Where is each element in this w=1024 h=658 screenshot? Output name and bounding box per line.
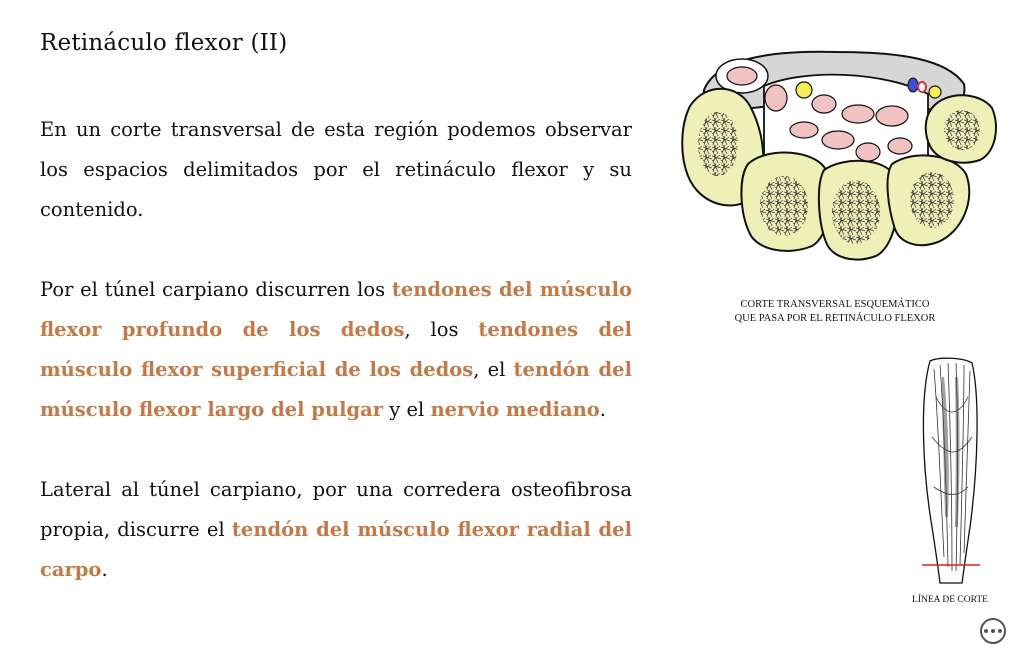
- text-segment: , los: [404, 318, 479, 341]
- text-segment: Por el túnel carpiano discurren los: [40, 278, 392, 301]
- text-segment: y el: [383, 398, 431, 421]
- body-text: [40, 110, 632, 630]
- tendon: [812, 95, 836, 113]
- cross-section-caption-line2: QUE PASA POR EL RETINÁCULO FLEXOR: [734, 313, 936, 324]
- more-options-button[interactable]: [980, 618, 1006, 644]
- tendon: [876, 106, 908, 126]
- text-segment: En un corte transversal de esta región podemos observar los espacios delimitados por el retináculo flexor y su contenido.: [40, 118, 632, 221]
- cross-section-caption: [700, 298, 970, 326]
- ellipsis-circle-icon: [984, 629, 988, 633]
- highlighted-term: nervio mediano: [430, 398, 600, 421]
- text-segment: Lateral al túnel carpiano, por una corredera osteofibrosa propia, discurre el: [40, 478, 632, 541]
- ellipsis-dot: [991, 629, 995, 633]
- cut-line-caption: LÍNEA DE CORTE: [912, 595, 988, 605]
- text-segment: , el: [473, 358, 514, 381]
- paragraph-carpal-tunnel: [40, 270, 632, 430]
- paragraph-lateral: [40, 470, 632, 590]
- ulnar-artery: [918, 82, 926, 92]
- tendon: [822, 131, 854, 149]
- ulnar-nerve: [929, 86, 941, 98]
- highlighted-term: tendones del músculo flexor profundo de los dedos: [40, 278, 632, 341]
- highlighted-term: tendón del músculo flexor largo del pulgar: [40, 358, 633, 421]
- cross-section-caption-line1: CORTE TRANSVERSAL ESQUEMÁTICO: [740, 299, 930, 310]
- ellipsis-dot: [998, 629, 1002, 633]
- paragraph-intro: [40, 110, 632, 230]
- highlighted-term: tendón del músculo flexor radial del carpo: [40, 518, 632, 581]
- cross-section-illustration: [676, 46, 998, 276]
- text-segment: .: [101, 558, 108, 581]
- tendon: [790, 122, 818, 138]
- tendon-fcr: [727, 67, 757, 85]
- tendon: [842, 105, 874, 123]
- tendon-fpl: [765, 85, 787, 111]
- ulnar-vessel: [908, 78, 918, 92]
- page-title: Retináculo flexor (II): [40, 30, 288, 56]
- tendon: [856, 143, 880, 161]
- text-segment: .: [599, 398, 606, 421]
- tendon: [888, 138, 912, 154]
- highlighted-term: tendones del músculo flexor superficial de los dedos: [40, 318, 632, 381]
- median-nerve: [796, 82, 812, 98]
- forearm-illustration: [918, 357, 984, 589]
